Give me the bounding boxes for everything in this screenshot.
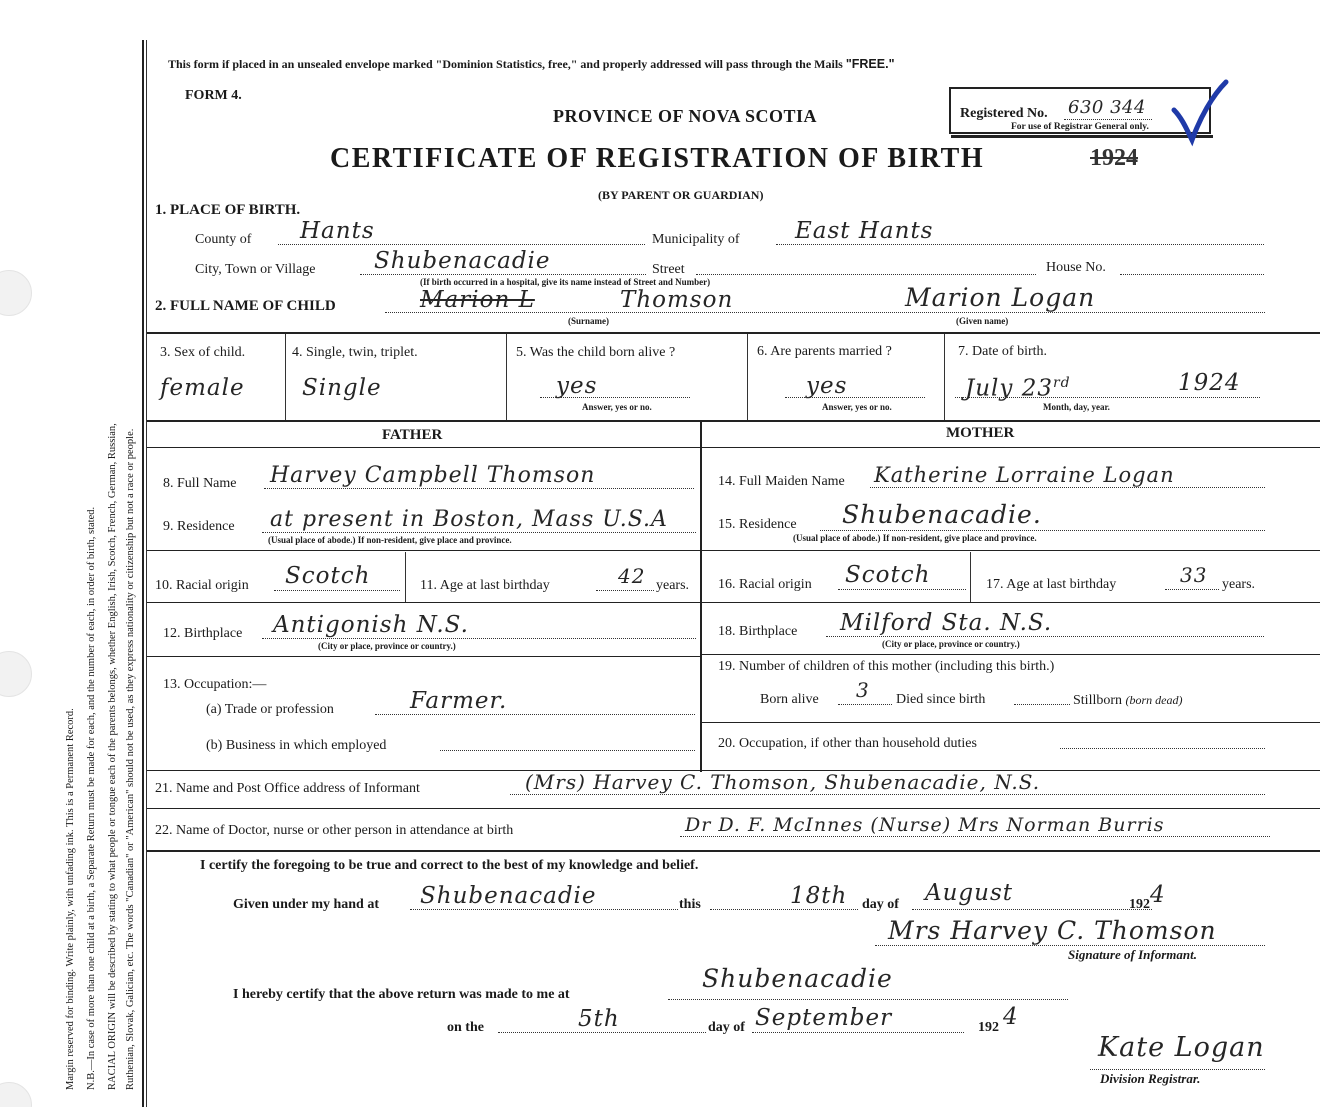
surname-caption: (Surname) <box>568 316 609 326</box>
doctor-value: Dr D. F. McInnes (Nurse) Mrs Norman Burris <box>685 814 1165 836</box>
father-racial-line <box>274 590 400 591</box>
father-trade-value: Farmer. <box>410 688 508 714</box>
house-number-line <box>1120 274 1264 275</box>
mother-racial-value: Scotch <box>845 562 931 588</box>
registrar-day-of-label: day of <box>708 1020 745 1035</box>
mother-separator-birthplace <box>702 654 1320 655</box>
mother-died-line <box>1014 704 1070 705</box>
father-years-label: years. <box>656 578 690 593</box>
married-caption: Answer, yes or no. <box>822 402 892 412</box>
father-separator-residence <box>147 550 700 551</box>
father-birthplace-label: 12. Birthplace <box>163 626 243 641</box>
divider-4-5 <box>506 334 507 420</box>
given-year-digit: 4 <box>1150 882 1166 908</box>
hospital-note: (If birth occurred in a hospital, give its name instead of Street and Number) <box>420 277 711 287</box>
separator-details <box>147 420 1320 422</box>
mother-heading: MOTHER <box>946 425 1015 441</box>
date-of-birth-label: 7. Date of birth. <box>958 344 1048 359</box>
registrar-statement: I hereby certify that the above return was made to me at <box>233 987 570 1002</box>
married-value: yes <box>806 373 848 399</box>
mail-notice: This form if placed in an unsealed envelope marked "Dominion Statistics, free," and properly addressed will pass through the Mails "FREE." <box>168 57 895 71</box>
sex-value: female <box>160 375 245 401</box>
place-of-birth-heading: 1. PLACE OF BIRTH. <box>155 202 301 218</box>
mother-residence-caption: (Usual place of abode.) If non-resident, give place and province. <box>793 533 1037 543</box>
given-under-hand-label: Given under my hand at <box>233 897 379 912</box>
county-label: County of <box>195 232 252 247</box>
mother-birthplace-value: Milford Sta. N.S. <box>840 610 1053 636</box>
given-day-of-label: day of <box>862 897 899 912</box>
plurality-value: Single <box>302 375 382 401</box>
divider-3-4 <box>285 334 286 420</box>
mother-residence-line <box>820 530 1265 531</box>
separator-top <box>147 332 1320 334</box>
this-label: this <box>679 897 701 912</box>
certificate-subtitle: (BY PARENT OR GUARDIAN) <box>598 188 764 202</box>
municipality-label: Municipality of <box>652 232 740 247</box>
mother-years-label: years. <box>1222 577 1256 592</box>
parents-divider <box>700 422 702 772</box>
child-name-line <box>385 312 1265 313</box>
county-value: Hants <box>300 218 375 244</box>
mother-racial-label: 16. Racial origin <box>718 577 812 592</box>
father-business-label: (b) Business in which employed <box>206 738 387 753</box>
registrar-use-note: For use of Registrar General only. <box>1011 122 1149 132</box>
mother-birthplace-line <box>826 636 1264 637</box>
father-birthplace-caption: (City or place, province or country.) <box>318 641 456 651</box>
mother-stillborn-label: Stillborn (born dead) <box>1073 693 1183 708</box>
father-name-value: Harvey Campbell Thomson <box>270 463 596 488</box>
mother-occupation-label: 20. Occupation, if other than household duties <box>718 736 977 751</box>
margin-note-racial-origin: RACIAL ORIGIN will be described by stating to what people or tongue each of the parents belongs, whether English, Irish, Scotch, French, German, Russian, <box>107 423 118 1090</box>
father-age-label: 11. Age at last birthday <box>420 578 550 593</box>
mother-born-alive-label: Born alive <box>760 692 819 707</box>
punch-hole-bottom <box>0 1082 32 1107</box>
registered-number-line <box>1064 119 1152 120</box>
punch-hole-top <box>0 270 32 316</box>
registered-label: Registered No. <box>960 106 1048 121</box>
given-place-value: Shubenacadie <box>420 883 597 909</box>
registrar-day-line <box>498 1032 706 1033</box>
registrar-place-line <box>668 999 1068 1000</box>
registered-number: 630 344 <box>1068 97 1146 118</box>
father-racial-label: 10. Racial origin <box>155 578 249 593</box>
checkmark-icon <box>1170 78 1230 148</box>
registrar-place-value: Shubenacadie <box>702 964 893 993</box>
given-day-value: 18th <box>790 883 848 909</box>
given-place-line <box>410 909 678 910</box>
informant-line <box>510 794 1265 795</box>
mother-racial-line <box>838 589 966 590</box>
separator-headings <box>147 447 1320 448</box>
father-age-line <box>596 590 654 591</box>
born-alive-value: yes <box>556 373 598 399</box>
father-name-label: 8. Full Name <box>163 476 237 491</box>
margin-border <box>142 40 144 1107</box>
margin-border-inner <box>146 40 147 1107</box>
doctor-line <box>680 836 1270 837</box>
city-line <box>360 274 646 275</box>
father-birthplace-line <box>262 638 696 639</box>
margin-note-binding: Margin reserved for binding. Write plainly, with unfading ink. This is a Permanent Record. <box>65 708 76 1090</box>
mother-separator-children <box>702 722 1320 723</box>
father-trade-line <box>375 714 695 715</box>
margin-note-multiple-births: N.B.—In case of more than one child at a birth, a Separate Return must be made for each, and the number of each, in order of birth, stated. <box>86 506 97 1090</box>
given-month-value: August <box>925 880 1014 906</box>
margin-note-nationality: Ruthenian, Slovak, Galician, etc. The words "Canadian" or "American" should not be used, as they express nationality or citizenship but not a race or people. <box>125 428 136 1090</box>
father-racial-age-divider <box>405 552 406 602</box>
registrar-year-digit: 4 <box>1003 1004 1019 1030</box>
county-line <box>278 244 645 245</box>
city-value: Shubenacadie <box>374 248 551 274</box>
mother-residence-label: 15. Residence <box>718 517 797 532</box>
mother-name-line <box>870 487 1265 488</box>
divider-6-7 <box>944 334 945 420</box>
born-alive-label: 5. Was the child born alive ? <box>516 345 676 360</box>
mother-birthplace-label: 18. Birthplace <box>718 624 798 639</box>
form-number: FORM 4. <box>185 88 242 103</box>
registrar-month-value: September <box>755 1005 893 1031</box>
given-name-caption: (Given name) <box>956 316 1009 326</box>
father-racial-value: Scotch <box>285 563 371 589</box>
divider-5-6 <box>747 334 748 420</box>
mother-born-alive-value: 3 <box>856 678 870 702</box>
informant-signature-line <box>875 945 1265 946</box>
plurality-label: 4. Single, twin, triplet. <box>292 345 418 360</box>
father-age-value: 42 <box>618 564 646 588</box>
father-occupation-label: 13. Occupation:— <box>163 677 267 692</box>
mother-birthplace-caption: (City or place, province or country.) <box>882 639 1020 649</box>
municipality-line <box>776 244 1264 245</box>
mother-residence-value: Shubenacadie. <box>842 500 1042 529</box>
house-number-label: House No. <box>1046 260 1106 275</box>
child-name-label: 2. FULL NAME OF CHILD <box>155 298 336 314</box>
mother-separator-racial <box>702 602 1320 603</box>
born-alive-caption: Answer, yes or no. <box>582 402 652 412</box>
on-the-label: on the <box>447 1020 484 1035</box>
child-given-name: Marion Logan <box>905 283 1096 312</box>
father-residence-label: 9. Residence <box>163 519 235 534</box>
date-of-birth-line <box>955 397 1260 398</box>
father-residence-caption: (Usual place of abode.) If non-resident, give place and province. <box>268 535 512 545</box>
mother-name-label: 14. Full Maiden Name <box>718 474 845 489</box>
separator-informant <box>147 808 1320 809</box>
city-label: City, Town or Village <box>195 262 316 277</box>
father-trade-label: (a) Trade or profession <box>206 702 334 717</box>
separator-doctor <box>147 850 1320 852</box>
mother-age-label: 17. Age at last birthday <box>986 577 1117 592</box>
mother-racial-age-divider <box>970 552 971 602</box>
province-heading: PROVINCE OF NOVA SCOTIA <box>553 106 818 126</box>
born-alive-line <box>540 397 690 398</box>
father-name-line <box>264 488 694 489</box>
certificate-title: CERTIFICATE OF REGISTRATION OF BIRTH <box>330 143 985 174</box>
mother-name-value: Katherine Lorraine Logan <box>874 463 1175 487</box>
mother-age-value: 33 <box>1180 563 1208 587</box>
registrar-year-prefix: 192 <box>978 1020 999 1035</box>
married-line <box>785 397 925 398</box>
given-year-prefix: 192 <box>1129 897 1150 912</box>
child-surname: Thomson <box>620 287 734 313</box>
registrar-day-value: 5th <box>578 1006 620 1032</box>
mother-born-alive-line <box>838 704 892 705</box>
father-separator-birthplace <box>147 656 700 657</box>
informant-value: (Mrs) Harvey C. Thomson, Shubenacadie, N.S. <box>525 770 1041 794</box>
mother-died-label: Died since birth <box>896 692 986 707</box>
mother-children-label: 19. Number of children of this mother (including this birth.) <box>718 659 1055 674</box>
mother-separator-residence <box>702 550 1320 551</box>
date-of-birth-value: July 23rd <box>965 375 1071 402</box>
informant-signature-caption: Signature of Informant. <box>1068 947 1197 962</box>
registrar-caption: Division Registrar. <box>1100 1071 1201 1086</box>
date-of-birth-year: 1924 <box>1178 370 1241 396</box>
father-heading: FATHER <box>382 427 443 443</box>
street-line <box>696 274 1036 275</box>
father-residence-line <box>262 532 696 533</box>
given-day-line <box>710 909 858 910</box>
father-business-line <box>440 750 695 751</box>
date-of-birth-caption: Month, day, year. <box>1043 402 1110 412</box>
father-separator-racial <box>147 602 700 603</box>
doctor-label: 22. Name of Doctor, nurse or other person in attendance at birth <box>155 823 514 838</box>
registrar-month-line <box>752 1032 964 1033</box>
father-residence-value: at present in Boston, Mass U.S.A <box>270 507 668 532</box>
punch-hole-middle <box>0 651 32 697</box>
certificate-title-year: 1924 <box>1090 145 1138 171</box>
certification-statement: I certify the foregoing to be true and correct to the best of my knowledge and belief. <box>200 858 699 873</box>
registrar-signature-line <box>1090 1069 1265 1070</box>
informant-label: 21. Name and Post Office address of Informant <box>155 781 420 796</box>
street-label: Street <box>652 262 685 277</box>
informant-signature: Mrs Harvey C. Thomson <box>888 916 1217 945</box>
mother-age-line <box>1165 589 1219 590</box>
registrar-signature: Kate Logan <box>1098 1032 1265 1063</box>
child-surname-struck: Marion L <box>420 287 535 313</box>
given-month-line <box>912 909 1152 910</box>
municipality-value: East Hants <box>795 218 934 244</box>
married-label: 6. Are parents married ? <box>757 344 892 359</box>
mother-occupation-line <box>1060 748 1265 749</box>
father-birthplace-value: Antigonish N.S. <box>273 612 469 638</box>
sex-label: 3. Sex of child. <box>160 345 246 360</box>
